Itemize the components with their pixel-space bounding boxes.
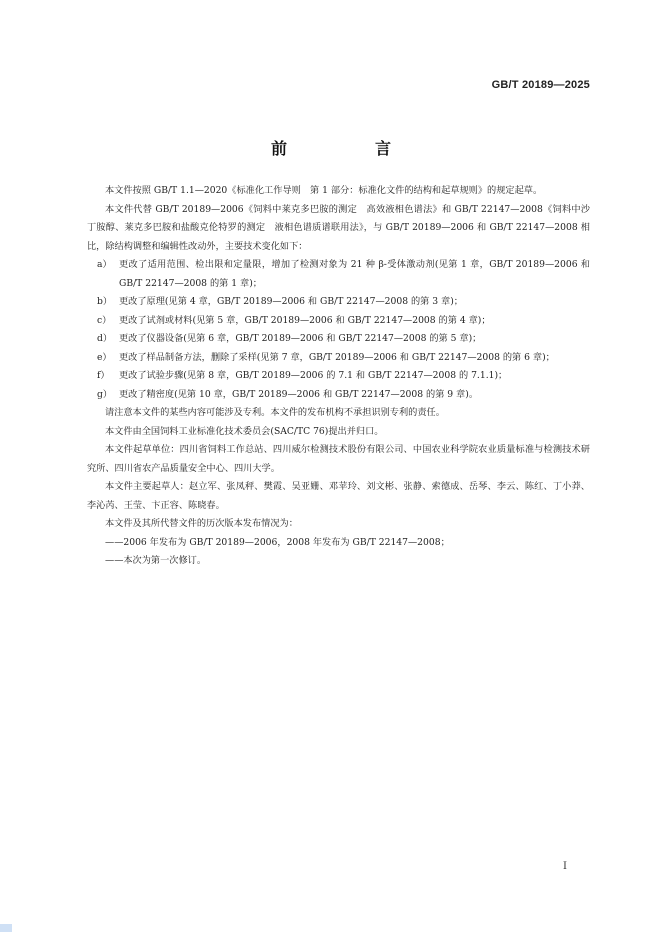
list-item bbox=[87, 367, 590, 386]
list-marker: d） bbox=[97, 333, 113, 344]
corner-logo-icon bbox=[0, 924, 12, 932]
paragraph-replacement: 本文件代替 GB/T 20189—2006《饲料中莱克多巴胺的测定 高效液相色谱法》和 GB/T 22147—2008《饲料中沙丁胺醇、莱克多巴胺和盐酸克伦特罗的测定 液相色谱质谱联用法》，与 GB/T 20189—2006 和 GB/T 22147—2008 相比，除结构调整和编辑性改动外，主要技术变化如下： bbox=[87, 203, 590, 252]
list-item-text: 更改了试验步骤(见第 8 章，GB/T 20189—2006 的 7.1 和 GB/T 22147—2008 的 7.1.1)； bbox=[119, 370, 508, 381]
changes-list bbox=[87, 256, 590, 404]
history-line: ——本次为第一次修订。 bbox=[105, 555, 207, 566]
foreword-body bbox=[87, 182, 590, 571]
list-item-text: 更改了试剂或材料(见第 5 章，GB/T 20189—2006 和 GB/T 22147—2008 的第 4 章)； bbox=[119, 314, 491, 326]
list-item bbox=[87, 312, 590, 331]
list-item bbox=[87, 386, 590, 405]
history-line: ——2006 年发布为 GB/T 20189—2006，2008 年发布为 GB/T 22147—2008； bbox=[105, 536, 450, 548]
page-title: 前 言 bbox=[270, 139, 427, 158]
list-marker: b） bbox=[97, 296, 113, 307]
list-item-text: 更改了适用范围、检出限和定量限，增加了检测对象为 21 种 β-受体激动剂(见第 1 章，GB/T 20189—2006 和 GB/T 22147—2008 的第 1 章)； bbox=[119, 259, 590, 289]
paragraph-patent-notice: 请注意本文件的某些内容可能涉及专利。本文件的发布机构不承担识别专利的责任。 bbox=[105, 407, 445, 418]
page-number: I bbox=[563, 861, 567, 872]
list-marker: e） bbox=[97, 351, 112, 363]
list-item-text: 更改了精密度(见第 10 章，GB/T 20189—2006 和 GB/T 22147—2008 的第 9 章)。 bbox=[119, 388, 479, 400]
list-item bbox=[87, 330, 590, 349]
paragraph-drafting-units: 本文件起草单位：四川省饲料工作总站、四川威尔检测技术股份有限公司、中国农业科学院农业质量标准与检测技术研究所、四川省农产品质量安全中心、四川大学。 bbox=[87, 444, 590, 474]
list-item-text: 更改了样品制备方法，删除了采样(见第 7 章，GB/T 20189—2006 和 GB/T 22147—2008 的第 6 章)； bbox=[119, 351, 555, 363]
list-marker: a） bbox=[97, 259, 112, 270]
list-item bbox=[87, 349, 590, 368]
list-marker: g） bbox=[97, 388, 113, 400]
paragraph-committee: 本文件由全国饲料工业标准化技术委员会(SAC/TC 76)提出并归口。 bbox=[105, 425, 384, 437]
paragraph-drafters: 本文件主要起草人：赵立军、张凤秤、樊霞、吴亚姗、邓苹玲、刘文彬、张静、索德成、岳琴、李云、陈红、丁小莽、李沁芮、王莹、卞正容、陈晓春。 bbox=[87, 481, 590, 511]
list-item bbox=[87, 293, 590, 312]
paragraph-history-intro: 本文件及其所代替文件的历次版本发布情况为： bbox=[105, 518, 298, 529]
standard-number: GB/T 20189—2025 bbox=[491, 79, 590, 91]
list-item-text: 更改了仪器设备(见第 6 章，GB/T 20189—2006 和 GB/T 22147—2008 的第 5 章)； bbox=[119, 333, 482, 344]
paragraph-drafting-rule: 本文件按照 GB/T 1.1—2020《标准化工作导则 第 1 部分：标准化文件的结构和起草规则》的规定起草。 bbox=[105, 185, 543, 196]
list-marker: f） bbox=[97, 370, 110, 381]
list-item bbox=[87, 256, 590, 293]
list-item-text: 更改了原理(见第 4 章，GB/T 20189—2006 和 GB/T 22147—2008 的第 3 章)； bbox=[119, 296, 463, 307]
list-marker: c） bbox=[97, 314, 112, 326]
